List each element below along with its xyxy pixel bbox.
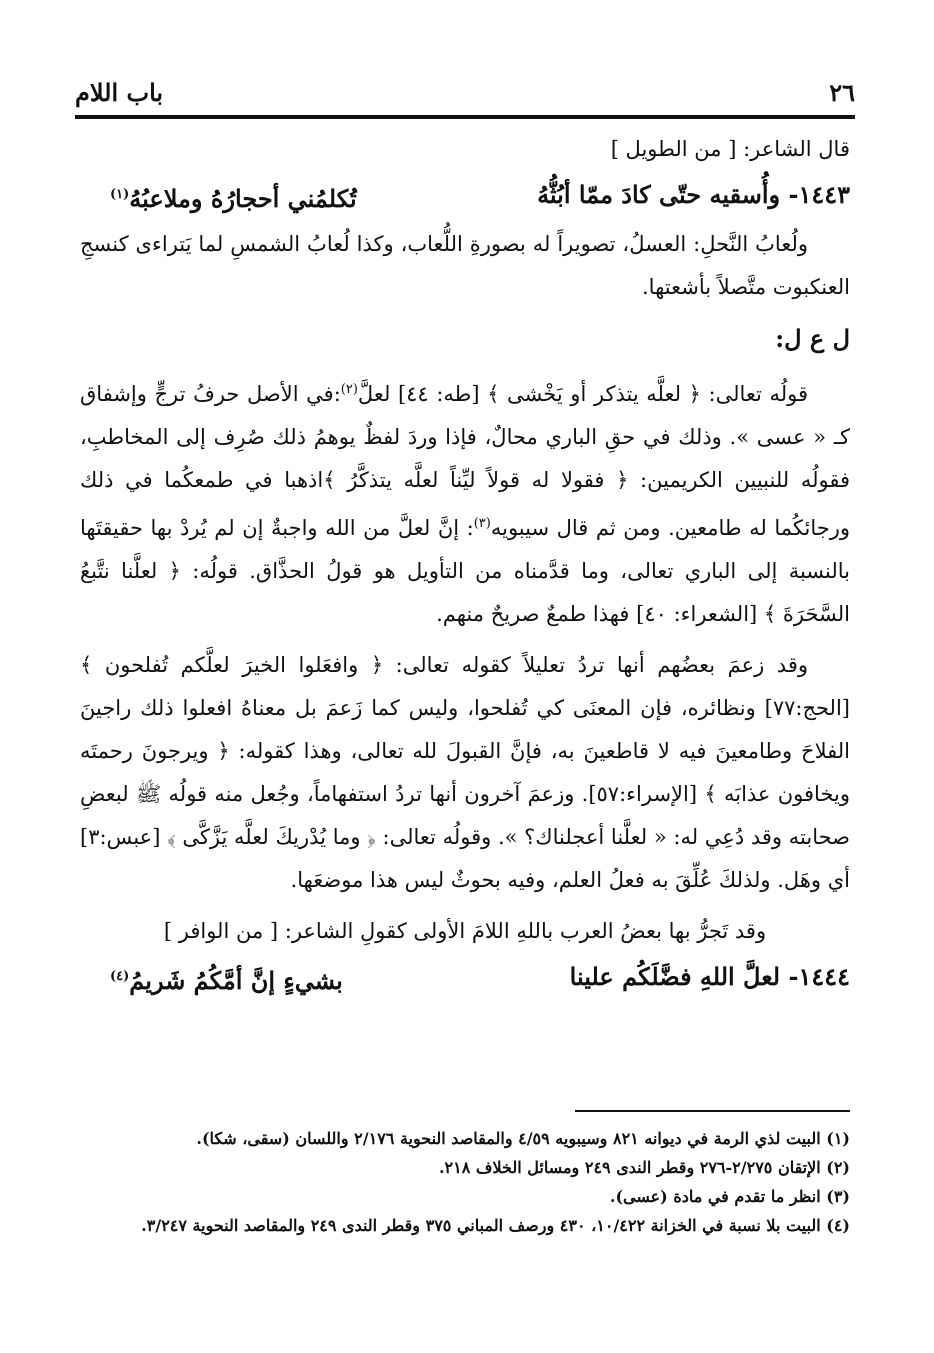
chapter-title: باب اللام [75,77,164,107]
paragraph-la3alla [80,368,850,636]
footnote-rule [575,1110,850,1112]
footnote-ref-1: (١) [110,187,130,202]
verse-intro-2: وقد تَجرُّ بها بعضُ العرب باللهِ اللامَ الأولى كقولِ الشاعر: [ من الوافر ] [163,919,767,943]
verse-1443-second-text: تُكلمُني أحجارُهُ وملاعبُهُ [129,184,357,213]
verse-1443 [80,171,850,223]
verse-intro-1: قال الشاعر: [ من الطويل ] [610,137,850,161]
paragraph-lu3ab: ولُعابُ النَّحلِ: العسلُ، تصويراً له بصورةِ اللُّعاب، وكذا لُعابُ الشمسِ لما يَتراءى كنسجِ العنكبوت متَّصلاً بأشعتها. [80,232,850,299]
footnotes [80,1124,850,1240]
footnote-1: (١) البيت لذي الرمة في ديوانه ٨٢١ وسيبويه ٤/٥٩ والمقاصد النحوية ٢/١٧٦ واللسان (سقى، شكا). [196,1129,850,1148]
paragraph-la3alla-part-1: قولُه تعالى: ﴿ لعلَّه يتذكر أو يَخْشى ﴾ [طه: ٤٤] لعلَّ [357,382,809,406]
page-number: ٢٦ [829,77,855,107]
root-heading: ل ع ل: [775,324,850,353]
footnote-4: (٤) البيت بلا نسبة في الخزانة ١٠/٤٢٢، ٤٣٠ ورصف المباني ٣٧٥ وقطر الندى ٢٤٩ والمقاصد النحوية ٣/٢٤٧. [141,1216,850,1235]
verse-1444-second-text: بشيءٍ إنَّ أمَّكُمُ شَريمُ [129,966,343,995]
verse-1444-second-hemistich [110,953,343,1005]
footnote-3: (٣) انظر ما تقدم في مادة (عسى). [609,1187,850,1206]
verse-1443-first-hemistich: ١٤٤٣- وأُسقيه حتّى كادَ ممّا أبُثُّهُ [537,180,850,209]
verse-1444-first-hemistich: ١٤٤٤- لعلَّ اللهِ فضَّلَكُم علينا [569,962,850,991]
footnote-ref-3: (٣) [473,516,491,531]
footnote-ref-4: (٤) [110,969,130,984]
verse-1443-second-hemistich [110,171,357,223]
main-text [80,128,850,1005]
verse-1444 [80,953,850,1005]
footnote-2: (٢) الإتقان ٢/٢٧٥-٢٧٦ وقطر الندى ٢٤٩ ومسائل الخلاف ٢١٨. [438,1158,850,1177]
running-header [75,72,855,112]
footnote-ref-2: (٢) [340,382,358,397]
paragraph-la3alla-part-2: :في الأصل حرفُ ترجٍّ وإشفاق كـ « عسى ». وذلك في حقِ الباري محالٌ، فإذا وردَ لفظٌ يوهمُ ذلك صُرِف إلى المخاطبِ، فقولُه للنبيين الكريمين: ﴿ فقولا له قولاً ليِّناً لعلَّه يتذكَّرُ ﴾اذهبا في طمعكُما في ذلك ورجائكُما له طامعين. ومن ثم قال سيبويه [80,382,850,540]
paragraph-ta3lil: وقد زعمَ بعضُهم أنها تردُ تعليلاً كقوله تعالى: ﴿ وافعَلوا الخيرَ لعلَّكم تُفلحون ﴾ [الحج:٧٧] ونظائره، فإن المعنَى كي تُفلحوا، وليس كما زَعمَ بل معناهُ افعلوا ذلك راجينَ الفلاحَ وطامعينَ فيه لا قاطعينَ به، فإنَّ القبولَ لله تعالى، وهذا كقوله: ﴿ ويرجونَ رحمتَه ويخافون عذابَه ﴾ [الإسراء:٥٧]. وزعمَ آخرون أنها تردُ استفهاماً، وجُعل منه قولُه ﷺ لبعضِ صحابته وقد دُعِي له: « لعلَّنا أعجلناك؟ ». وقولُه تعالى: ﴿ وما يُدْريكَ لعلَّه يَزَّكَّى ﴾ [عبس:٣] أي وهَل. ولذلكَ عُلِّقَ به فعلُ العلم، وفيه بحوثٌ ليس هذا موضعَها. [80,653,850,892]
paragraph-la3alla-part-3: : إنَّ لعلَّ من الله واجبةٌ إن لم يُردْ بها حقيقتَها بالنسبة إلى الباري تعالى، وما قدَّمناه من التأويل هو قولُ الحذَّاق. قولُه: ﴿ لعلَّنا نتَّبعُ السَّحَرَةَ ﴾ [الشعراء: ٤٠] فهذا طمعٌ صريحٌ منهم. [80,516,850,626]
header-rule [75,115,855,119]
